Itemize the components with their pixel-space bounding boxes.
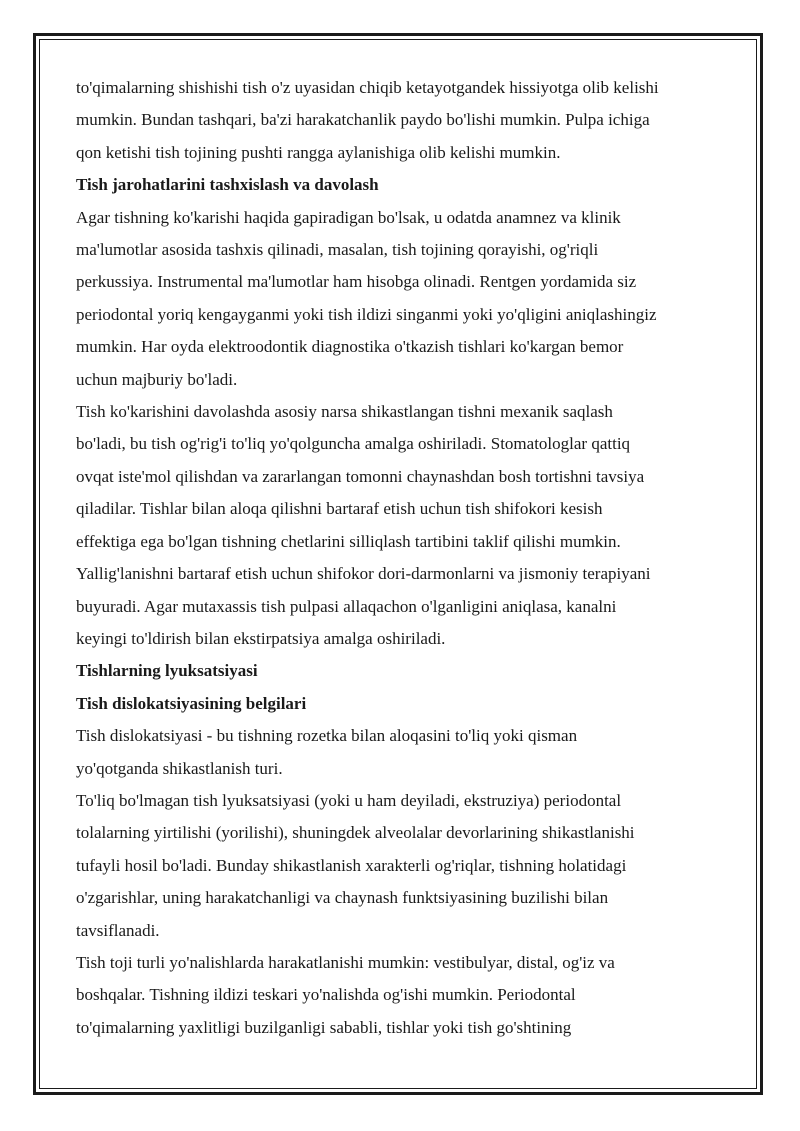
text-line: Agar tishning ko'karishi haqida gapiradigan bo'lsak, u odatda anamnez va klinik [76,207,621,227]
text-line: perkussiya. Instrumental ma'lumotlar ham hisobga olinadi. Rentgen yordamida siz [76,272,637,292]
text-line: mumkin. Bundan tashqari, ba'zi harakatchanlik paydo bo'lishi mumkin. Pulpa ichiga [76,110,650,130]
text-line: tolalarning yirtilishi (yorilishi), shuningdek alveolalar devorlarining shikastlanishi [76,823,635,843]
text-line: uchun majburiy bo'ladi. [76,369,238,389]
text-line: To'liq bo'lmagan tish lyuksatsiyasi (yoki u ham deyiladi, ekstruziya) periodontal [76,790,622,810]
text-line: mumkin. Har oyda elektroodontik diagnostika o'tkazish tishlari ko'kargan bemor [76,337,624,357]
text-line: qon ketishi tish tojining pushti rangga aylanishiga olib kelishi mumkin. [76,142,561,162]
text-line: to'qimalarning yaxlitligi buzilganligi sababli, tishlar yoki tish go'shtining [76,1017,572,1037]
text-line: Tish dislokatsiyasi - bu tishning rozetka bilan aloqasini to'liq yoki qisman [76,726,578,746]
text-line: boshqalar. Tishning ildizi teskari yo'nalishda og'ishi mumkin. Periodontal [76,985,576,1005]
text-line: Tish ko'karishini davolashda asosiy narsa shikastlangan tishni mexanik saqlash [76,402,613,422]
text-line: ma'lumotlar asosida tashxis qilinadi, masalan, tish tojining qorayishi, og'riqli [76,240,599,260]
section-heading: Tishlarning lyuksatsiyasi [76,661,258,681]
text-line: buyuradi. Agar mutaxassis tish pulpasi allaqachon o'lganligini aniqlasa, kanalni [76,596,617,616]
text-line: to'qimalarning shishishi tish o'z uyasidan chiqib ketayotgandek hissiyotga olib kelishi [76,78,659,97]
text-line: Yallig'lanishni bartaraf etish uchun shifokor dori-darmonlarni va jismoniy terapiyani [76,564,651,584]
text-line: ovqat iste'mol qilishdan va zararlangan tomonni chaynashdan bosh tortishni tavsiya [76,466,645,486]
text-line: qiladilar. Tishlar bilan aloqa qilishni bartaraf etish uchun tish shifokori kesish [76,499,603,519]
text-line: yo'qotganda shikastlanish turi. [76,758,283,778]
text-line: Tish toji turli yo'nalishlarda harakatlanishi mumkin: vestibulyar, distal, og'iz va [76,952,615,972]
text-line: tavsiflanadi. [76,920,160,940]
section-heading: Tish dislokatsiyasining belgilari [76,693,307,713]
text-line: keyingi to'ldirish bilan ekstirpatsiya amalga oshiriladi. [76,628,446,648]
text-line: effektiga ega bo'lgan tishning chetlarini silliqlash tartibini taklif qilishi mumkin. [76,531,621,551]
text-line: o'zgarishlar, uning harakatchanligi va chaynash funktsiyasining buzilishi bilan [76,888,609,908]
text-line: bo'ladi, bu tish og'rig'i to'liq yo'qolguncha amalga oshiriladi. Stomatologlar qattiq [76,434,631,454]
section-heading: Tish jarohatlarini tashxislash va davolash [76,175,379,195]
text-line: tufayli hosil bo'ladi. Bunday shikastlanish xarakterli og'riqlar, tishning holatidagi [76,855,627,875]
document-body [76,72,736,1044]
text-line: periodontal yoriq kengayganmi yoki tish ildizi singanmi yoki yo'qligini aniqlashingiz [76,304,657,324]
